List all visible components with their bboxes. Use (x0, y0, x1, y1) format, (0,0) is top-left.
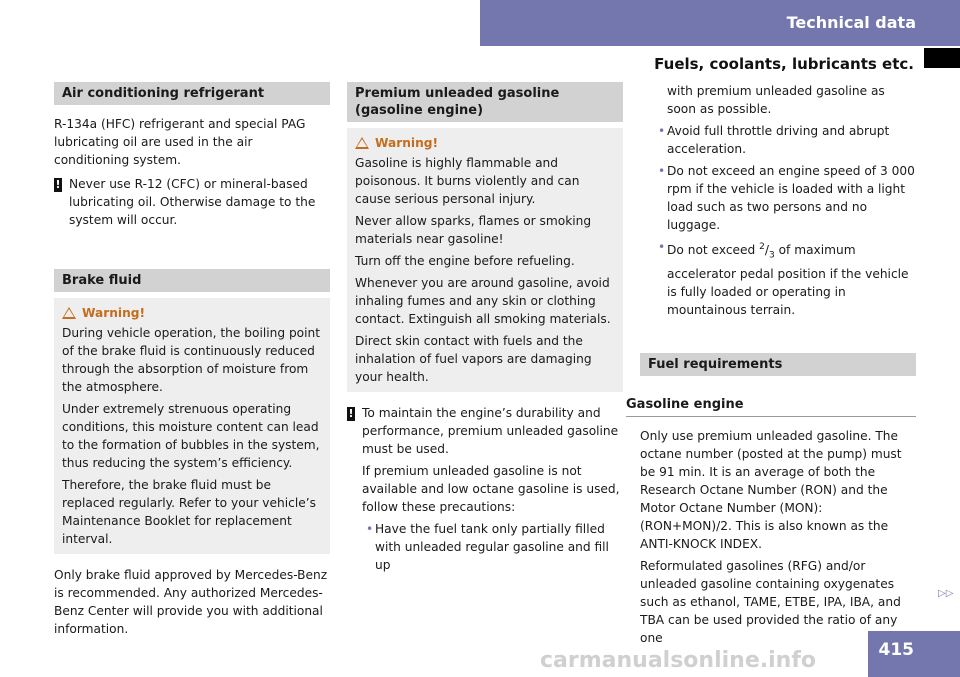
brake-warning-box (54, 298, 330, 554)
gas-warn-1: Gasoline is highly flammable and poisonous. It burns violently and can cause serious personal injury. (355, 156, 580, 206)
precautions-list (640, 82, 916, 319)
bullet-icon: • (658, 240, 666, 254)
note-text-1: To maintain the engine’s durability and performance, premium unleaded gasoline must be used. (362, 406, 619, 456)
warning-label: Warning! (375, 136, 439, 150)
ac-note (54, 175, 330, 229)
section-title-fuel: Fuel requirements (640, 353, 916, 376)
subheading-gasoline: Gasoline engine (626, 396, 916, 417)
header-marker (924, 48, 960, 68)
bullet-icon: • (658, 164, 666, 178)
list-item (658, 238, 916, 319)
header-tab (480, 0, 960, 46)
note-icon: ! (55, 178, 61, 191)
bullet-text: Do not exceed an engine speed of 3 000 rpm if the vehicle is loaded with a light load such as two persons and no luggage. (667, 164, 915, 232)
warning-icon (355, 137, 369, 149)
bullet-text: Have the fuel tank only partially filled with unleaded regular gasoline and fill up (375, 522, 609, 572)
page-number: 415 (878, 640, 914, 660)
warning-heading (62, 304, 322, 322)
brake-text: Only brake fluid approved by Mercedes-Benz is recommended. Any authorized Mercedes-Benz Center will provide you with additional information. (54, 568, 328, 636)
gas-text-2: Reformulated gasolines (RFG) and/or unleaded gasoline containing oxygenates such as ethanol, TAME, ETBE, IPA, IBA, and TBA can be used provided the ratio of any one (640, 558, 901, 645)
continue-arrow-icon: ▷▷ (938, 588, 954, 599)
bullet-icon: • (366, 522, 374, 536)
column-3 (626, 82, 916, 651)
warning-heading (355, 134, 615, 152)
bullet-text: Avoid full throttle driving and abrupt acceleration. (667, 124, 890, 156)
column-1 (54, 82, 330, 642)
premium-note (347, 404, 623, 574)
ac-text: R-134a (HFC) refrigerant and special PAG lubricating oil are used in the air conditioning system. (54, 117, 306, 167)
continued-text: with premium unleaded gasoline as soon as possible. (667, 84, 885, 116)
warning-icon (62, 307, 76, 319)
warning-label: Warning! (82, 306, 146, 320)
premium-note-body (362, 404, 623, 574)
gas-warn-2: Never allow sparks, flames or smoking materials near gasoline! (355, 214, 592, 246)
section-title-brake: Brake fluid (54, 269, 330, 292)
brake-warn-2: Under extremely strenuous operating conditions, this moisture content can lead to the formation of bubbles in the system, thus reducing the system’s efficiency. (62, 402, 320, 470)
bullet-icon: • (658, 124, 666, 138)
note-text-2: If premium unleaded gasoline is not available and low octane gasoline is used, follow these precautions: (362, 464, 620, 514)
bullet-text: Do not exceed $^2/_3$ of maximum accelerator pedal position if the vehicle is fully loaded or operating in mountainous terrain. (667, 242, 909, 317)
column-2 (347, 82, 623, 574)
gas-warn-5: Direct skin contact with fuels and the inhalation of fuel vapors are damaging your health. (355, 334, 592, 384)
list-item (658, 162, 916, 234)
ac-note-text: Never use R-12 (CFC) or mineral-based lubricating oil. Otherwise damage to the system will occur. (69, 177, 316, 227)
brake-warn-1: During vehicle operation, the boiling point of the brake fluid is continuously reduced through the absorption of moisture from the atmosphere. (62, 326, 321, 394)
header-title: Technical data (786, 13, 916, 32)
gas-text-1: Only use premium unleaded gasoline. The octane number (posted at the pump) must be 91 min. It is an average of both the Research Octane Number (RON) and the Motor Octane Number (MON): (RON+MON)/2. This is also known as the ANTI-KNOCK INDEX. (640, 428, 902, 551)
gasoline-warning-box (347, 128, 623, 392)
gas-warn-4: Whenever you are around gasoline, avoid inhaling fumes and any skin or clothing contact. Extinguish all smoking materials. (355, 276, 611, 326)
gas-warn-3: Turn off the engine before refueling. (355, 254, 575, 268)
page-number-tab (868, 631, 960, 677)
section-title-ac: Air conditioning refrigerant (54, 82, 330, 105)
section-title-premium: Premium unleaded gasoline (gasoline engine) (347, 82, 623, 122)
list-item (658, 122, 916, 158)
brake-warn-3: Therefore, the brake fluid must be replaced regularly. Refer to your vehicle’s Maintenance Booklet for replacement interval. (62, 478, 316, 546)
page-subtitle: Fuels, coolants, lubricants etc. (654, 55, 914, 73)
list-item (366, 520, 623, 574)
watermark: carmanualsonline.info (540, 648, 816, 673)
note-icon: ! (348, 407, 354, 420)
